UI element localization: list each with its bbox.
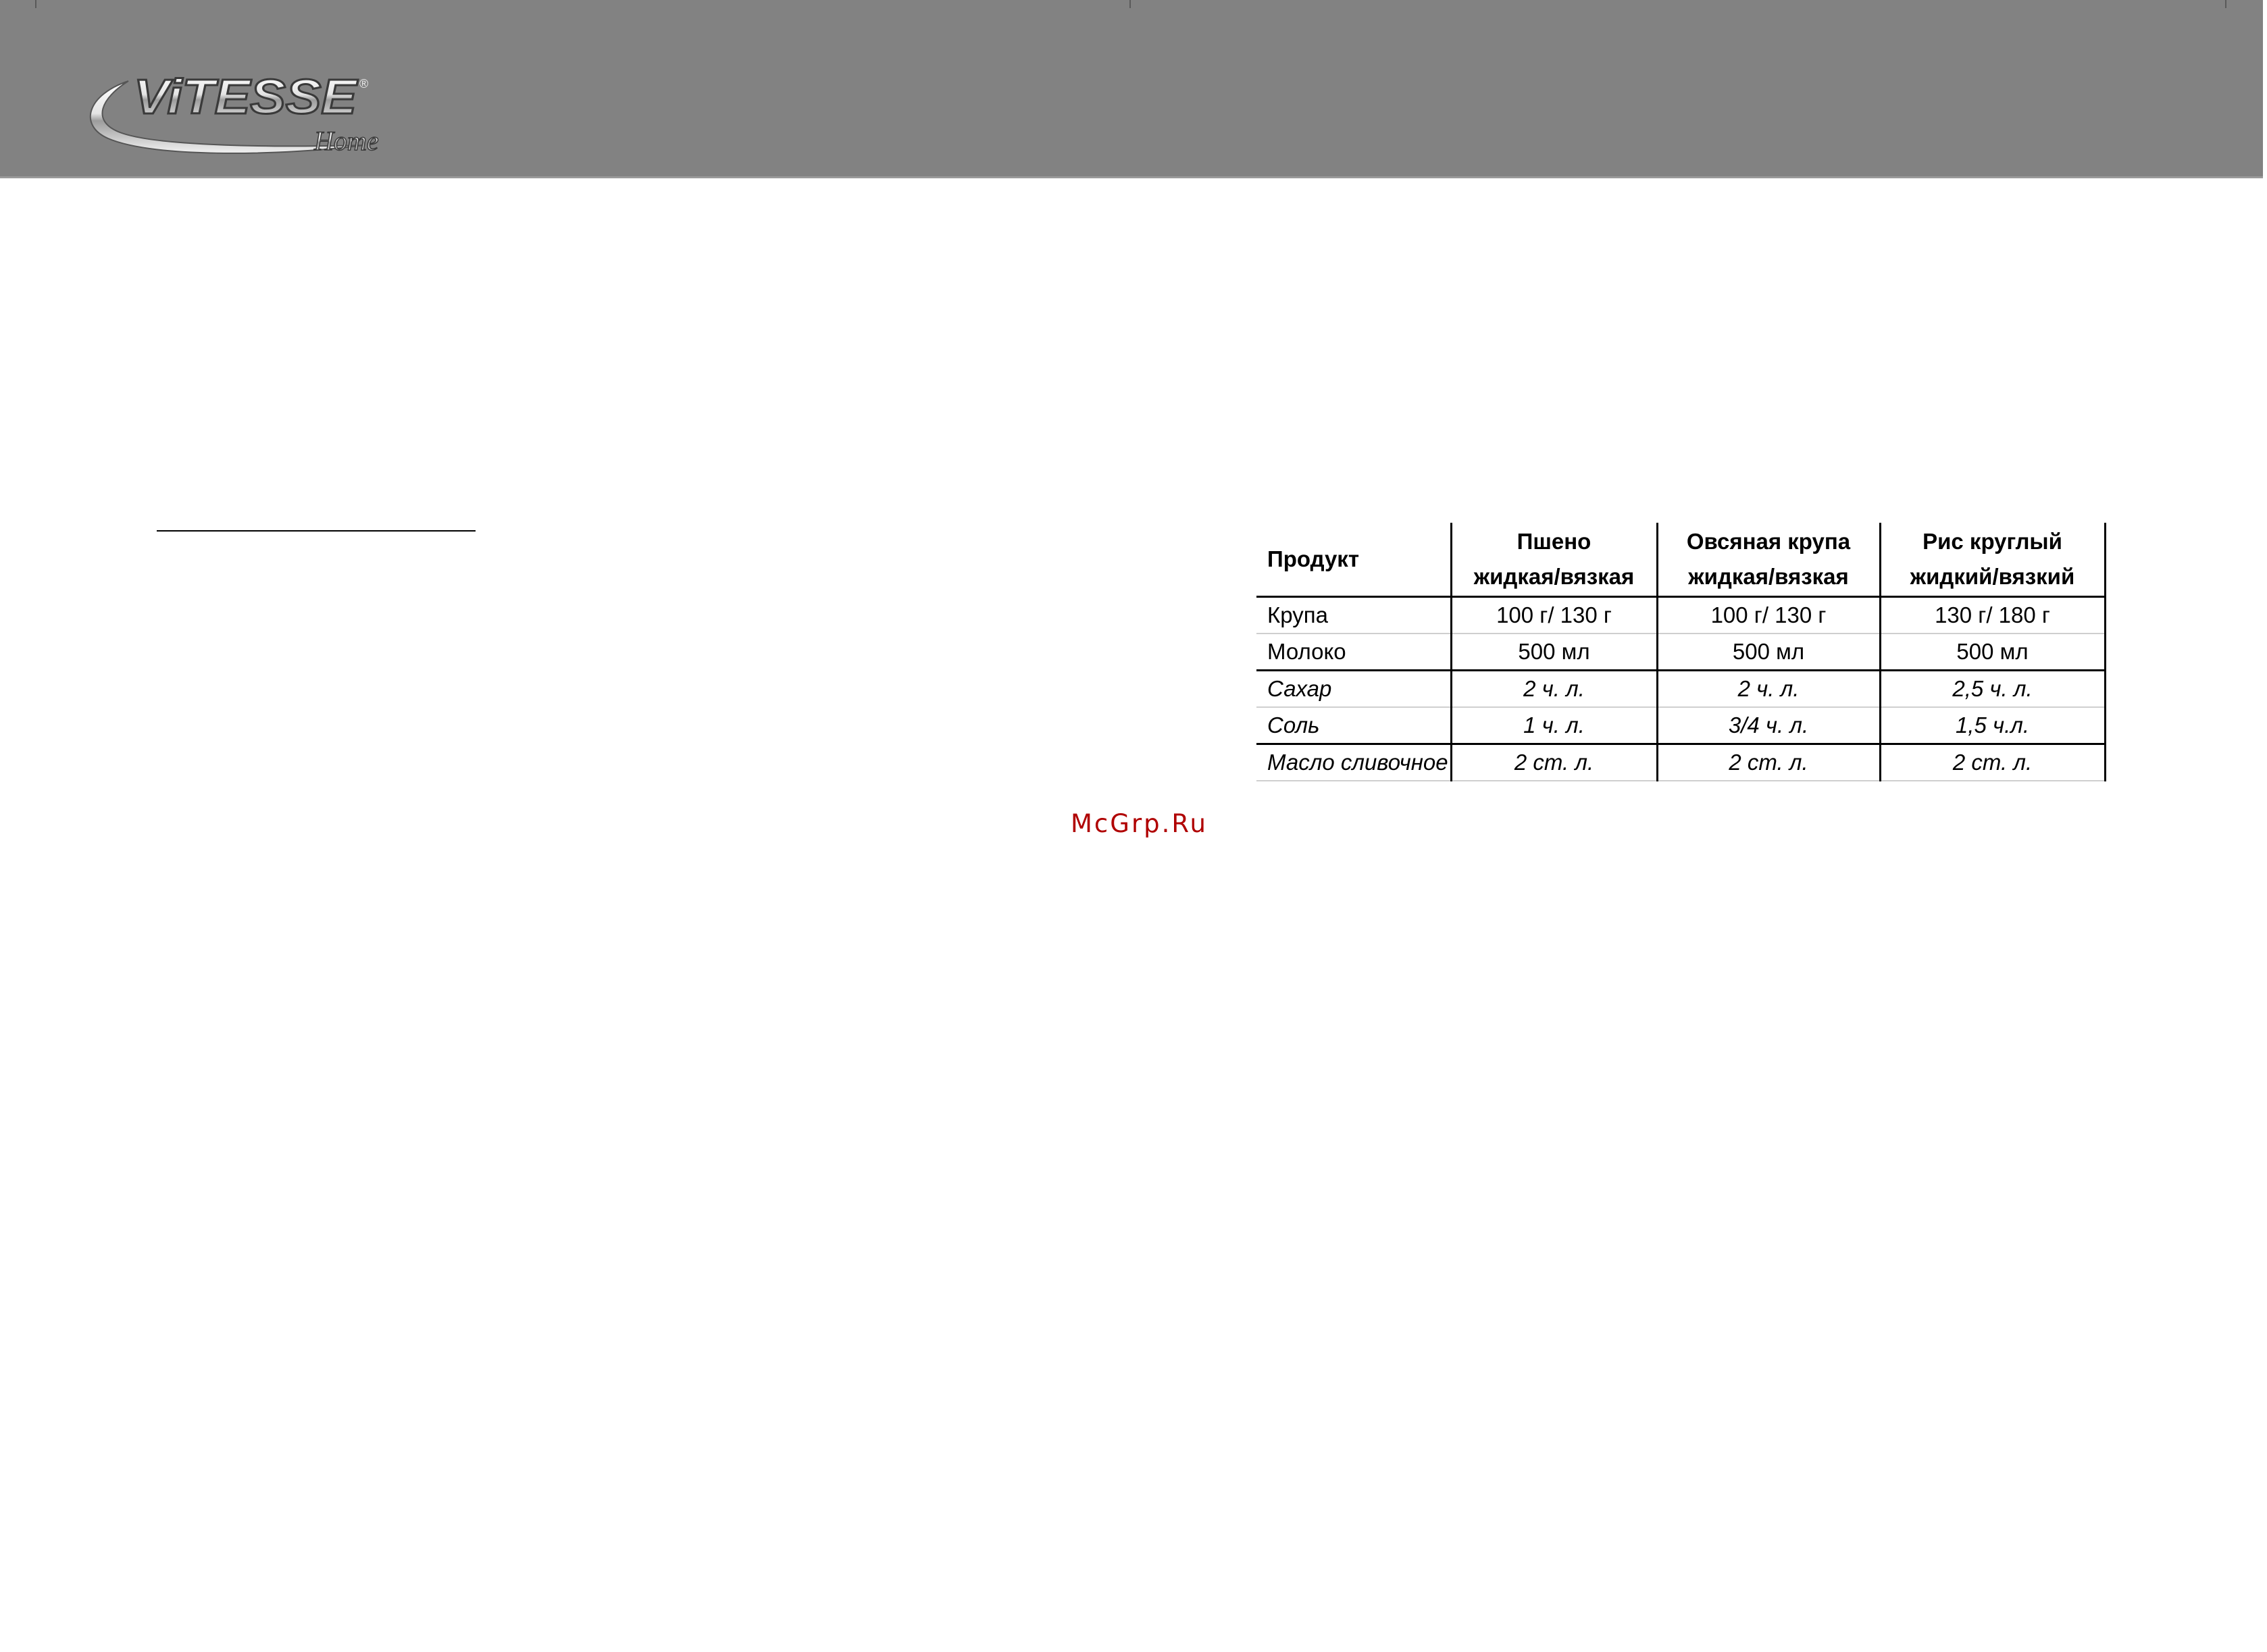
table-row [1256, 634, 2105, 671]
table-cell: 100 г/ 130 г [1451, 597, 1657, 634]
table-cell: 3/4 ч. л. [1657, 707, 1880, 744]
horizontal-rule [157, 530, 476, 532]
table-row [1256, 707, 2105, 744]
row-label: Молоко [1256, 634, 1451, 671]
crop-mark [2225, 0, 2226, 8]
row-label: Масло сливочное [1256, 744, 1451, 781]
row-label: Сахар [1256, 671, 1451, 708]
svg-text:ViTESSE: ViTESSE [134, 70, 359, 124]
row-label: Крупа [1256, 597, 1451, 634]
table-cell: 2 ст. л. [1880, 744, 2105, 781]
crop-mark [35, 0, 36, 8]
column-header-rice: Рис круглый жидкий/вязкий [1880, 523, 2105, 597]
table-row [1256, 671, 2105, 708]
svg-text:Home: Home [314, 126, 379, 156]
table-row [1256, 597, 2105, 634]
table-cell: 2 ст. л. [1451, 744, 1657, 781]
table-cell: 1,5 ч.л. [1880, 707, 2105, 744]
table-cell: 2 ч. л. [1451, 671, 1657, 708]
table-cell: 2 ст. л. [1657, 744, 1880, 781]
crop-mark [1129, 0, 1131, 8]
column-header-millet: Пшено жидкая/вязкая [1451, 523, 1657, 597]
column-header-product: Продукт [1256, 523, 1451, 597]
recipe-proportions-table [1256, 523, 2106, 781]
watermark-text: McGrp.Ru [1071, 809, 1208, 838]
table-cell: 500 мл [1451, 634, 1657, 671]
table-cell: 2,5 ч. л. [1880, 671, 2105, 708]
table-cell: 130 г/ 180 г [1880, 597, 2105, 634]
table-cell: 100 г/ 130 г [1657, 597, 1880, 634]
row-label: Соль [1256, 707, 1451, 744]
table-header-row [1256, 523, 2105, 597]
column-header-oats: Овсяная крупа жидкая/вязкая [1657, 523, 1880, 597]
svg-text:®: ® [359, 77, 369, 91]
header-bar [0, 0, 2263, 178]
table-cell: 2 ч. л. [1657, 671, 1880, 708]
table-cell: 1 ч. л. [1451, 707, 1657, 744]
vitesse-home-logo [81, 68, 412, 169]
table-row [1256, 744, 2105, 781]
table-cell: 500 мл [1880, 634, 2105, 671]
table-cell: 500 мл [1657, 634, 1880, 671]
